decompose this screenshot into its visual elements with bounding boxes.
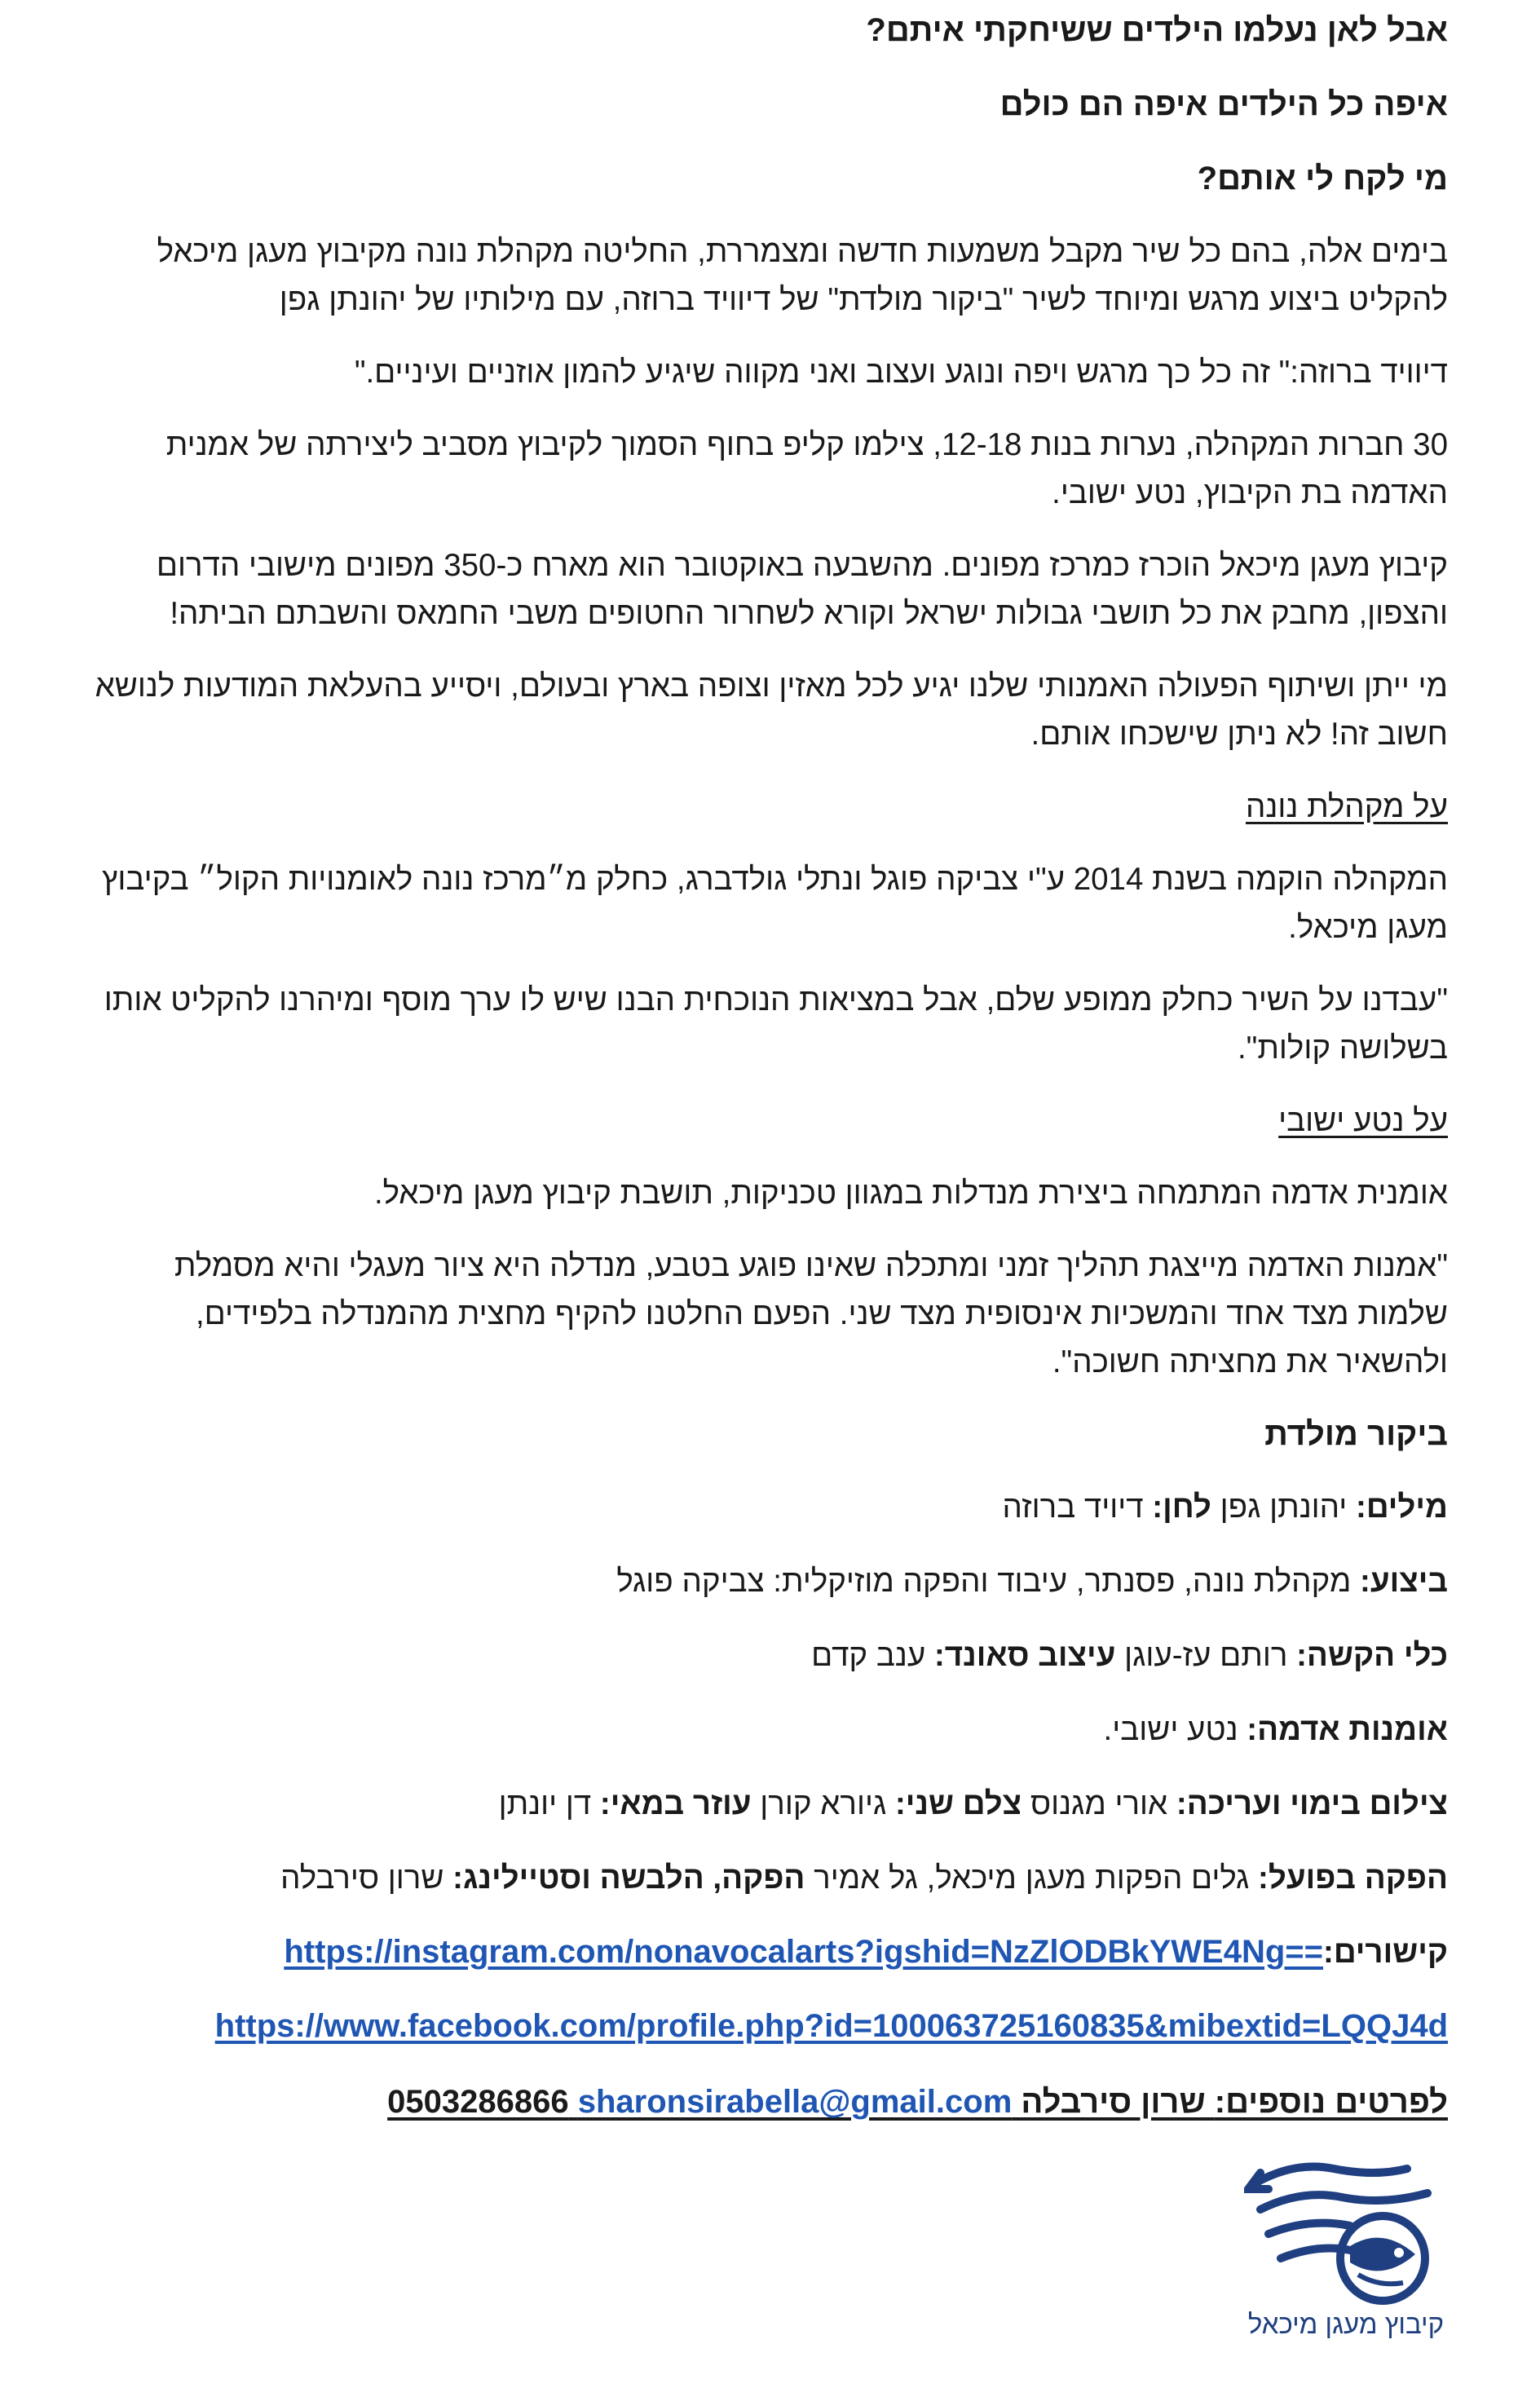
- melody-label: לחן:: [1152, 1490, 1211, 1525]
- earth-art-value: נטע ישובי.: [1103, 1712, 1247, 1747]
- dove-fish-logo-icon: [1244, 2152, 1448, 2307]
- facebook-row: [86, 2002, 1448, 2050]
- artist-section-title-text: על נטע ישובי: [1278, 1103, 1448, 1138]
- filming-value: אורי מגנוס: [1022, 1786, 1176, 1821]
- heading-line-1: אבל לאן נעלמו הילדים ששיחקתי איתם?: [866, 12, 1448, 48]
- percussion-label: כלי הקשה:: [1296, 1638, 1448, 1673]
- artist-section-quote: "אמנות האדמה מייצגת תהליך זמני ומתכלה שאינו פוגע בטבע, מנדלה היא ציור מעגלי והיא מסמלת שלמות מצד אחד והמשכיות אינסופית מצד שני. הפעם החלטנו להקיף מחצית מהמנדלה בלפידים, ולהשאיר את מחציתה חשוכה".: [174, 1248, 1448, 1379]
- assistant-director-value: דן יונתן: [498, 1786, 600, 1821]
- choir-section-body: המקהלה הוקמה בשנת 2014 ע"י צביקה פוגל ונתלי גולדברג, כחלק מ״מרכז נונה לאומנויות הקול״ בקיבוץ מעגן מיכאל.: [101, 862, 1448, 945]
- kibbutz-logo: [1244, 2152, 1448, 2344]
- broza-quote: דיוויד ברוזה:" זה כל כך מרגש ויפה ונוגע ועצוב ואני מקווה שיגיע להמון אוזניים ועיניים.": [354, 355, 1448, 390]
- lyrics-value: יהונתן גפן: [1211, 1490, 1357, 1525]
- performance-label: ביצוע:: [1360, 1564, 1448, 1599]
- production-label: הפקה בפועל:: [1258, 1861, 1448, 1896]
- kibbutz-paragraph: קיבוץ מעגן מיכאל הוכרז כמרכז מפונים. מהשבעה באוקטובר הוא מארח כ-350 מפונים מישובי הדרום והצפון, מחבק את כל תושבי גבולות ישראל וקורא לשחרור החטופים משבי החמאס והשבתם הביתה!: [156, 548, 1448, 631]
- earth-art-label: אומנות אדמה:: [1247, 1712, 1448, 1747]
- cooperation-paragraph: מי ייתן ושיתוף הפעולה האמנותי שלנו יגיע לכל מאזין וצופה בארץ ובעולם, ויסייע בהעלאת המודעות לנושא חשוב זה! לא ניתן שישכחו אותם.: [95, 669, 1448, 752]
- credit-performance: [86, 1557, 1448, 1605]
- contact-label: לפרטים נוספים:: [1214, 2084, 1448, 2120]
- press-release-page: [86, 0, 1448, 2126]
- contact-email[interactable]: sharonsirabella@gmail.com: [577, 2084, 1013, 2120]
- instagram-link[interactable]: https://instagram.com/nonavocalarts?igshid=NzZlODBkYWE4Ng==: [284, 1934, 1323, 1970]
- contact-row: [86, 2078, 1448, 2126]
- artist-section-title: [86, 1097, 1448, 1145]
- percussion-value: רותם עז-עוגן: [1115, 1638, 1297, 1673]
- heading-line-3: מי לקח לי אותם?: [1197, 161, 1448, 196]
- camera2-value: גיורא קורן: [751, 1786, 895, 1821]
- styling-value: שרון סירבלה: [280, 1861, 453, 1896]
- credit-earth-art: [86, 1706, 1448, 1754]
- choir-section-title-text: על מקהלת נונה: [1246, 789, 1448, 824]
- intro-paragraph: בימים אלה, בהם כל שיר מקבל משמעות חדשה ומצמררת, החליטה מקהלת נונה מקיבוץ מעגן מיכאל להקליט ביצוע מרגש ומיוחד לשיר "ביקור מולדת" של דיוויד ברוזה, עם מילותיו של יהונתן גפן: [157, 234, 1448, 317]
- assistant-director-label: עוזר במאי:: [599, 1786, 752, 1821]
- credit-filming: [86, 1780, 1448, 1828]
- credit-production: [86, 1854, 1448, 1902]
- camera2-label: צלם שני:: [894, 1786, 1022, 1821]
- sound-label: עיצוב סאונד:: [933, 1638, 1116, 1673]
- sound-value: ענב קדם: [811, 1638, 934, 1673]
- logo-caption: קיבוץ מעגן מיכאל: [1247, 2309, 1445, 2339]
- styling-label: הפקה, הלבשה וסטיילינג:: [452, 1861, 805, 1896]
- song-title: ביקור מולדת: [1264, 1416, 1448, 1452]
- artist-section-body: אומנית אדמה המתמחה ביצירת מנדלות במגוון טכניקות, תושבת קיבוץ מעגן מיכאל.: [373, 1176, 1448, 1211]
- production-value: גלים הפקות מעגן מיכאל, גל אמיר: [805, 1861, 1258, 1896]
- members-paragraph: 30 חברות המקהלה, נערות בנות 12-18, צילמו קליפ בחוף הסמוך לקיבוץ מסביב ליצירתה של אמנית האדמה בת הקיבוץ, נטע ישובי.: [165, 427, 1448, 510]
- credit-percussion-sound: [86, 1631, 1448, 1680]
- choir-section-quote: "עבדנו על השיר כחלק ממופע שלם, אבל במציאות הנוכחית הבנו שיש לו ערך מוסף ומיהרנו להקליט אותו בשלושה קולות".: [104, 982, 1448, 1066]
- lyrics-label: מילים:: [1356, 1490, 1448, 1525]
- filming-label: צילום בימוי ועריכה:: [1176, 1786, 1448, 1821]
- choir-section-title: [86, 783, 1448, 831]
- heading-line-2: איפה כל הילדים איפה הם כולם: [999, 86, 1448, 122]
- facebook-link[interactable]: https://www.facebook.com/profile.php?id=100063725160835&mibextid=LQQJ4d: [214, 2008, 1448, 2044]
- melody-value: דיויד ברוזה: [1002, 1490, 1153, 1525]
- contact-phone: 0503286866: [387, 2084, 569, 2120]
- links-label: קישורים:: [1323, 1935, 1448, 1970]
- credit-lyrics-melody: [86, 1483, 1448, 1531]
- contact-line: [387, 2084, 1448, 2120]
- links-row: [86, 1928, 1448, 1976]
- performance-value: מקהלת נונה, פסנתר, עיבוד והפקה מוזיקלית: צביקה פוגל: [616, 1564, 1361, 1599]
- contact-name: שרון סירבלה: [1012, 2084, 1215, 2120]
